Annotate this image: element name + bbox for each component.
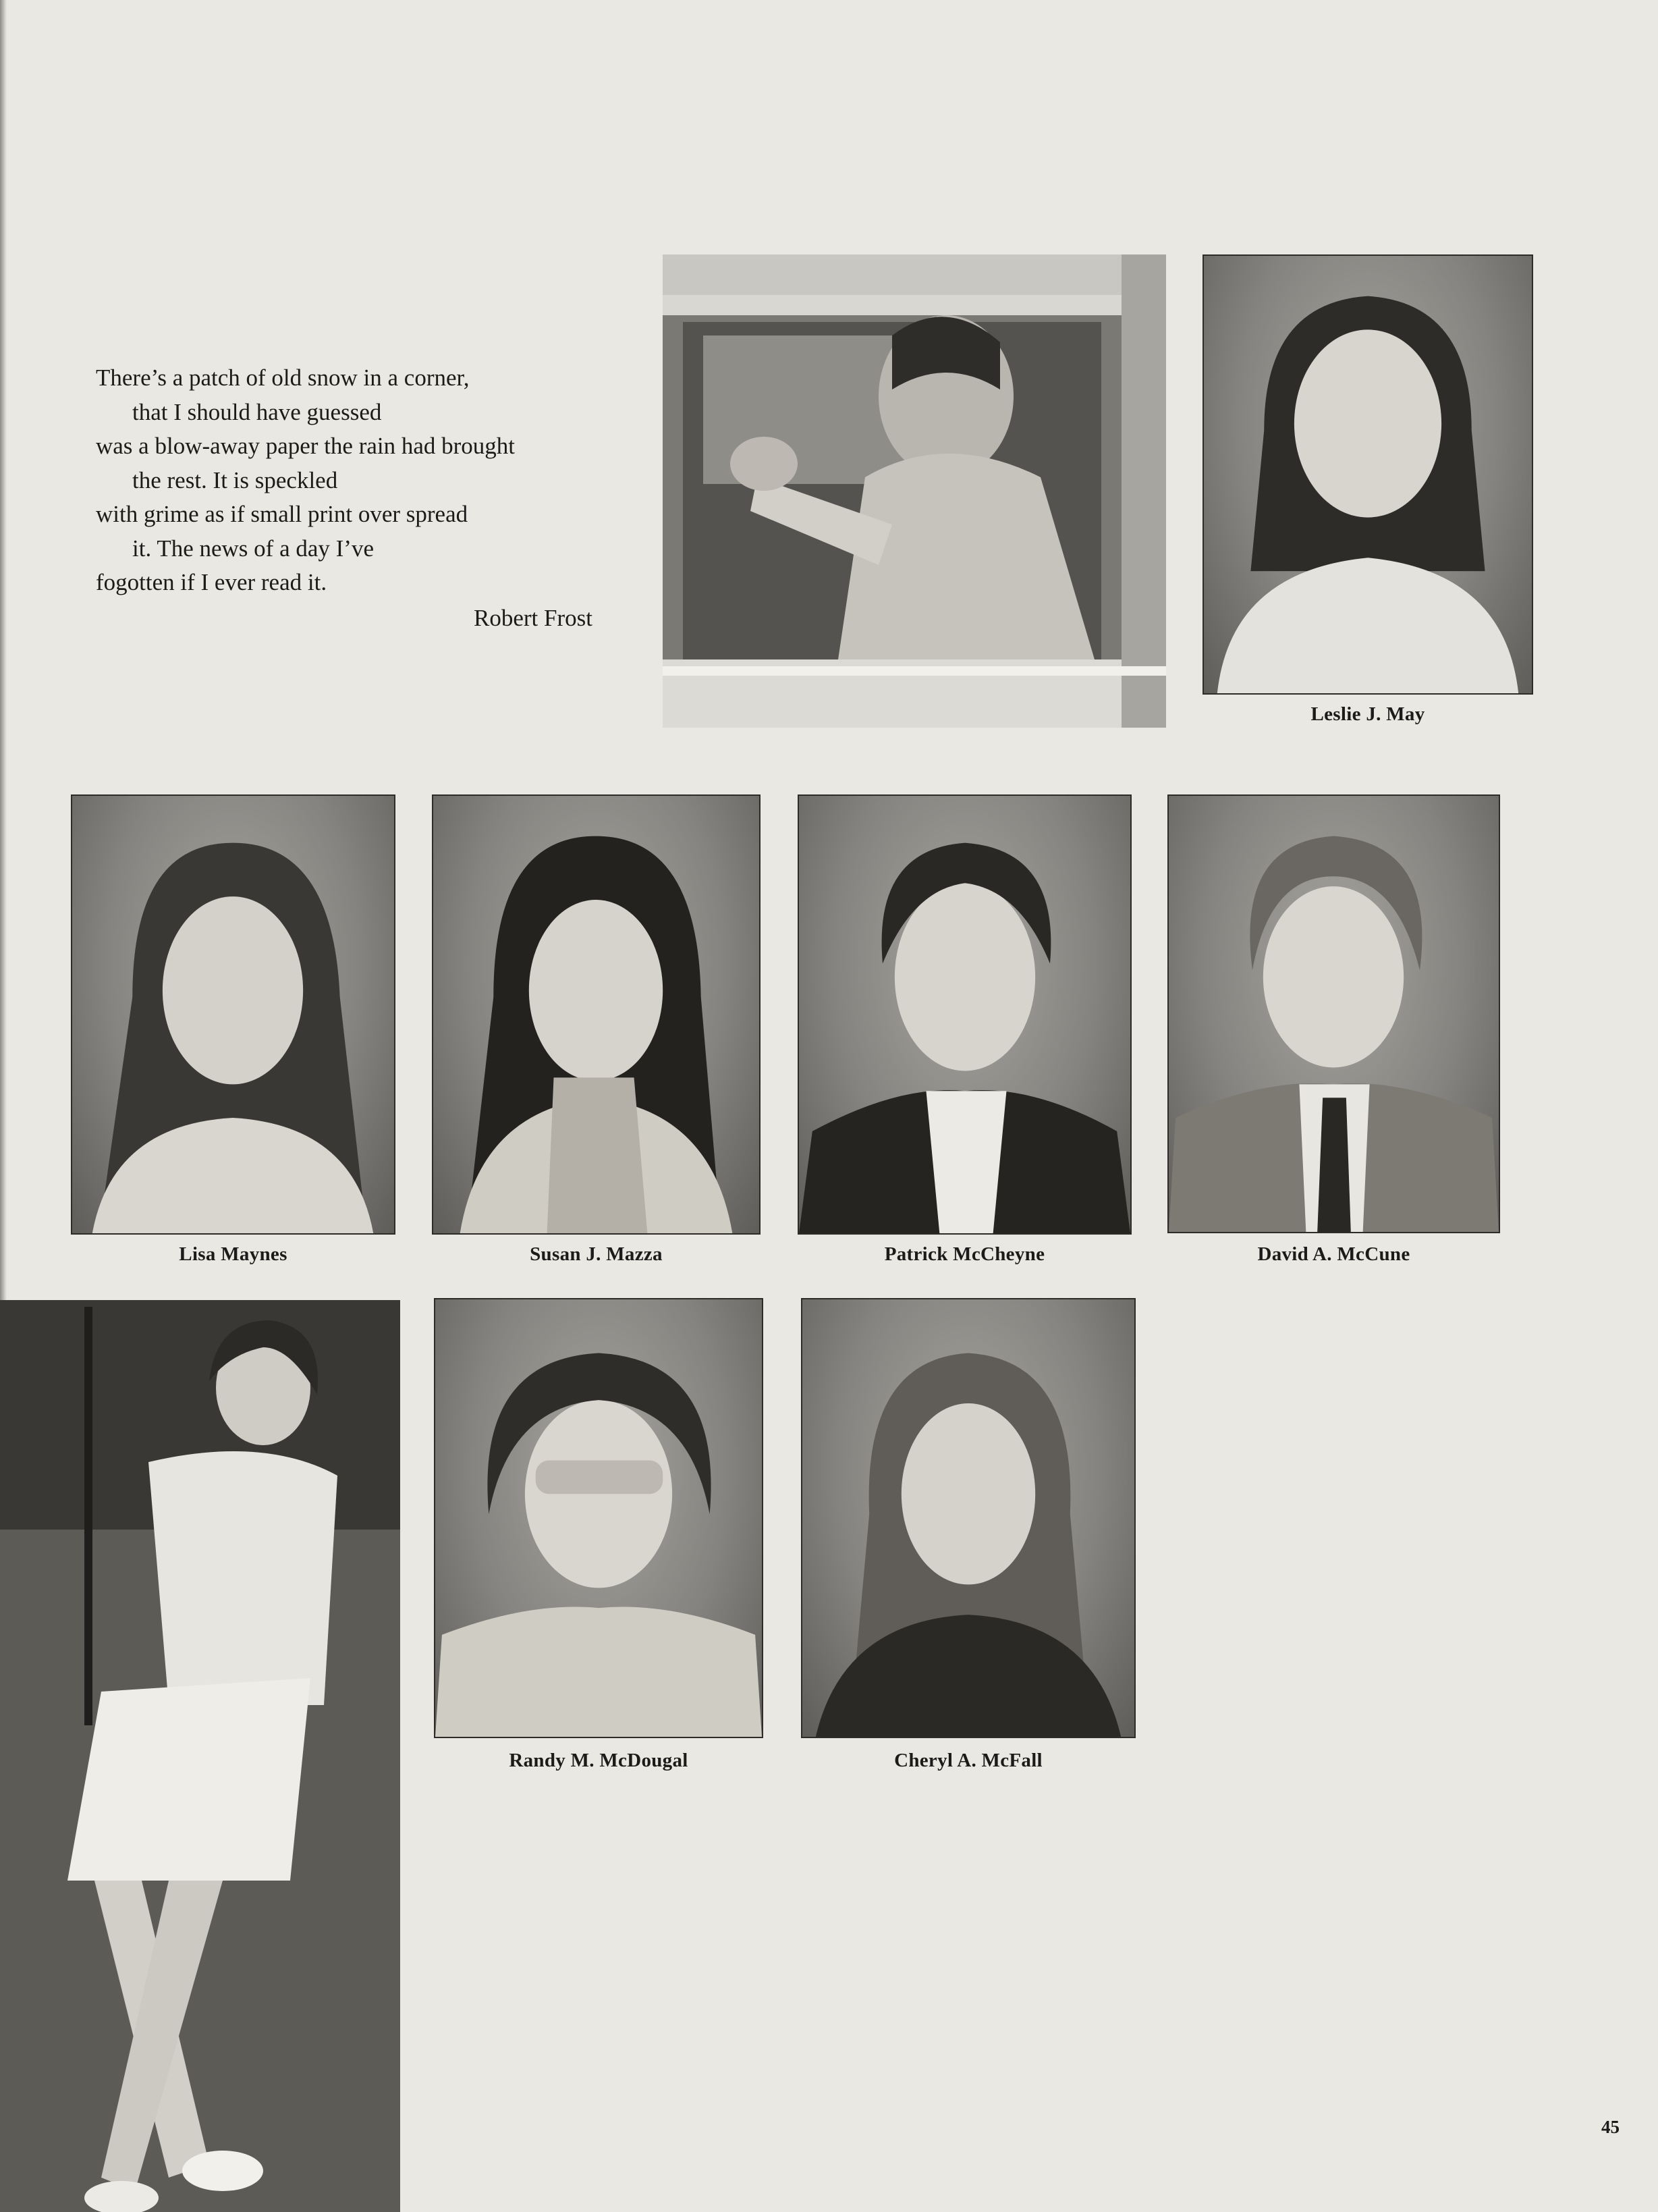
- portrait-photo: [434, 1298, 763, 1738]
- portrait-photo: [798, 794, 1132, 1235]
- portrait-photo: [1167, 794, 1500, 1233]
- portrait-caption: Susan J. Mazza: [530, 1243, 663, 1265]
- poem-line: with grime as if small print over spread: [96, 501, 468, 527]
- poem-line: it. The news of a day I’ve: [132, 535, 374, 562]
- poem-line: was a blow-away paper the rain had brought: [96, 433, 516, 459]
- poem-author: Robert Frost: [474, 604, 592, 631]
- candid-photo-golfer: [0, 1300, 400, 2212]
- portrait-photo: [801, 1298, 1136, 1738]
- portrait-caption: David A. McCune: [1257, 1243, 1410, 1265]
- portrait-caption: Leslie J. May: [1310, 703, 1425, 725]
- portrait-photo: [1203, 254, 1533, 695]
- portrait-caption: Cheryl A. McFall: [894, 1750, 1043, 1771]
- poem-line: fogotten if I ever read it.: [96, 569, 327, 595]
- portrait-photo: [432, 794, 761, 1235]
- portrait-caption: Patrick McCheyne: [884, 1243, 1045, 1265]
- page-number: 45: [1601, 2117, 1620, 2137]
- portrait-caption: Randy M. McDougal: [509, 1750, 688, 1771]
- poem-line: that I should have guessed: [132, 398, 382, 425]
- poem-line: There’s a patch of old snow in a corner,: [96, 365, 470, 391]
- portrait-photo: [71, 794, 395, 1235]
- poem-line: the rest. It is speckled: [132, 466, 338, 493]
- poem-block: [96, 361, 609, 635]
- portrait-caption: Lisa Maynes: [179, 1243, 287, 1265]
- candid-photo-car: [663, 254, 1166, 728]
